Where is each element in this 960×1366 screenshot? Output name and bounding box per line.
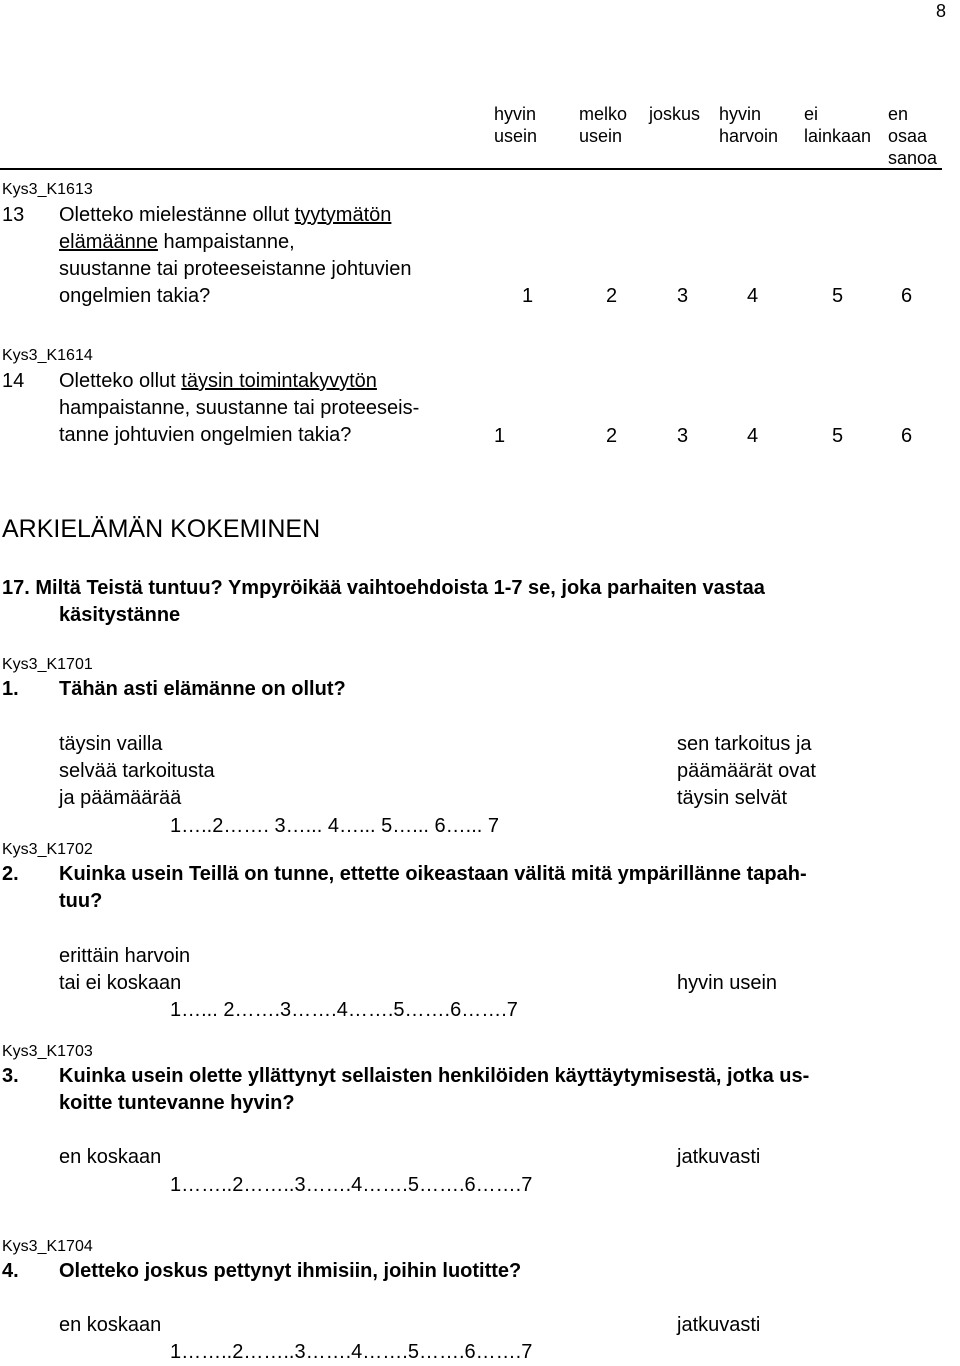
item1-right-anchor: sen tarkoitus ja päämäärät ovat täysin selvät	[677, 733, 816, 809]
header-col-ei-lainkaan: ei lainkaan	[804, 104, 872, 146]
item4-number: 4.	[2, 1260, 19, 1282]
q14-option-1[interactable]: 1	[494, 425, 506, 447]
item4-question: Oletteko joskus pettynyt ihmisiin, joihin luotitte?	[59, 1260, 522, 1282]
header-col-hyvin-harvoin: hyvin harvoin	[719, 104, 779, 146]
q13-text: Oletteko mielestänne ollut tyytymätön elämäänne hampaistanne, suustanne tai proteeseistanne johtuvien ongelmien takia?	[59, 204, 412, 307]
item1-code: Kys3_K1701	[2, 656, 93, 673]
header-col-joskus: joskus	[649, 104, 701, 124]
q13-option-4[interactable]: 4	[747, 285, 759, 307]
item3-scale[interactable]: 1……..2……..3…….4…….5…….6…….7	[170, 1174, 533, 1196]
q14-option-5[interactable]: 5	[832, 425, 844, 447]
item3-number: 3.	[2, 1065, 19, 1087]
item4-left-anchor: en koskaan	[59, 1314, 162, 1336]
q14-option-3[interactable]: 3	[677, 425, 689, 447]
item2-right-anchor: hyvin usein	[677, 972, 778, 994]
q13-option-2[interactable]: 2	[606, 285, 618, 307]
item1-left-anchor: täysin vailla selvää tarkoitusta ja päämäärää	[59, 733, 215, 809]
header-rule	[0, 168, 942, 170]
item3-right-anchor: jatkuvasti	[677, 1146, 761, 1168]
item3-question: Kuinka usein olette yllättynyt sellaisten henkilöiden käyttäytymisestä, jotka us- koitte tuntevanne hyvin?	[59, 1065, 810, 1114]
item2-scale[interactable]: 1…... 2…….3…….4…….5…….6…….7	[170, 999, 518, 1021]
item4-scale[interactable]: 1……..2……..3…….4…….5…….6…….7	[170, 1341, 533, 1363]
section-title: ARKIELÄMÄN KOKEMINEN	[2, 515, 321, 543]
item4-code: Kys3_K1704	[2, 1238, 93, 1255]
header-col-en-osaa-sanoa: en osaa sanoa	[888, 104, 938, 168]
q13-number: 13	[2, 204, 25, 226]
item2-left-anchor: erittäin harvoin tai ei koskaan	[59, 945, 191, 994]
q13-option-3[interactable]: 3	[677, 285, 689, 307]
q14-option-2[interactable]: 2	[606, 425, 618, 447]
q14-option-6[interactable]: 6	[901, 425, 913, 447]
item3-code: Kys3_K1703	[2, 1043, 93, 1060]
q14-text: Oletteko ollut täysin toimintakyvytön hampaistanne, suustanne tai proteeseis- tanne johtuvien ongelmien takia?	[59, 370, 420, 446]
q13-option-5[interactable]: 5	[832, 285, 844, 307]
q14-option-4[interactable]: 4	[747, 425, 759, 447]
item2-number: 2.	[2, 863, 19, 885]
q14-number: 14	[2, 370, 25, 392]
q13-option-1[interactable]: 1	[522, 285, 534, 307]
item3-left-anchor: en koskaan	[59, 1146, 162, 1168]
item2-question: Kuinka usein Teillä on tunne, ettette oikeastaan välitä mitä ympärillänne tapah- tuu?	[59, 863, 807, 912]
item1-scale[interactable]: 1…..2……. 3…... 4…... 5…... 6…... 7	[170, 815, 499, 837]
q13-code: Kys3_K1613	[2, 181, 93, 198]
header-col-hyvin-usein: hyvin usein	[494, 104, 538, 146]
q14-code: Kys3_K1614	[2, 347, 93, 364]
page-number: 8	[936, 1, 947, 21]
section-intro: 17. Miltä Teistä tuntuu? Ympyröikää vaihtoehdoista 1-7 se, joka parhaiten vastaa käsitystänne	[2, 577, 765, 626]
item4-right-anchor: jatkuvasti	[677, 1314, 761, 1336]
item1-question: Tähän asti elämänne on ollut?	[59, 678, 346, 700]
item1-number: 1.	[2, 678, 19, 700]
q13-option-6[interactable]: 6	[901, 285, 913, 307]
item2-code: Kys3_K1702	[2, 841, 93, 858]
header-col-melko-usein: melko usein	[579, 104, 628, 146]
